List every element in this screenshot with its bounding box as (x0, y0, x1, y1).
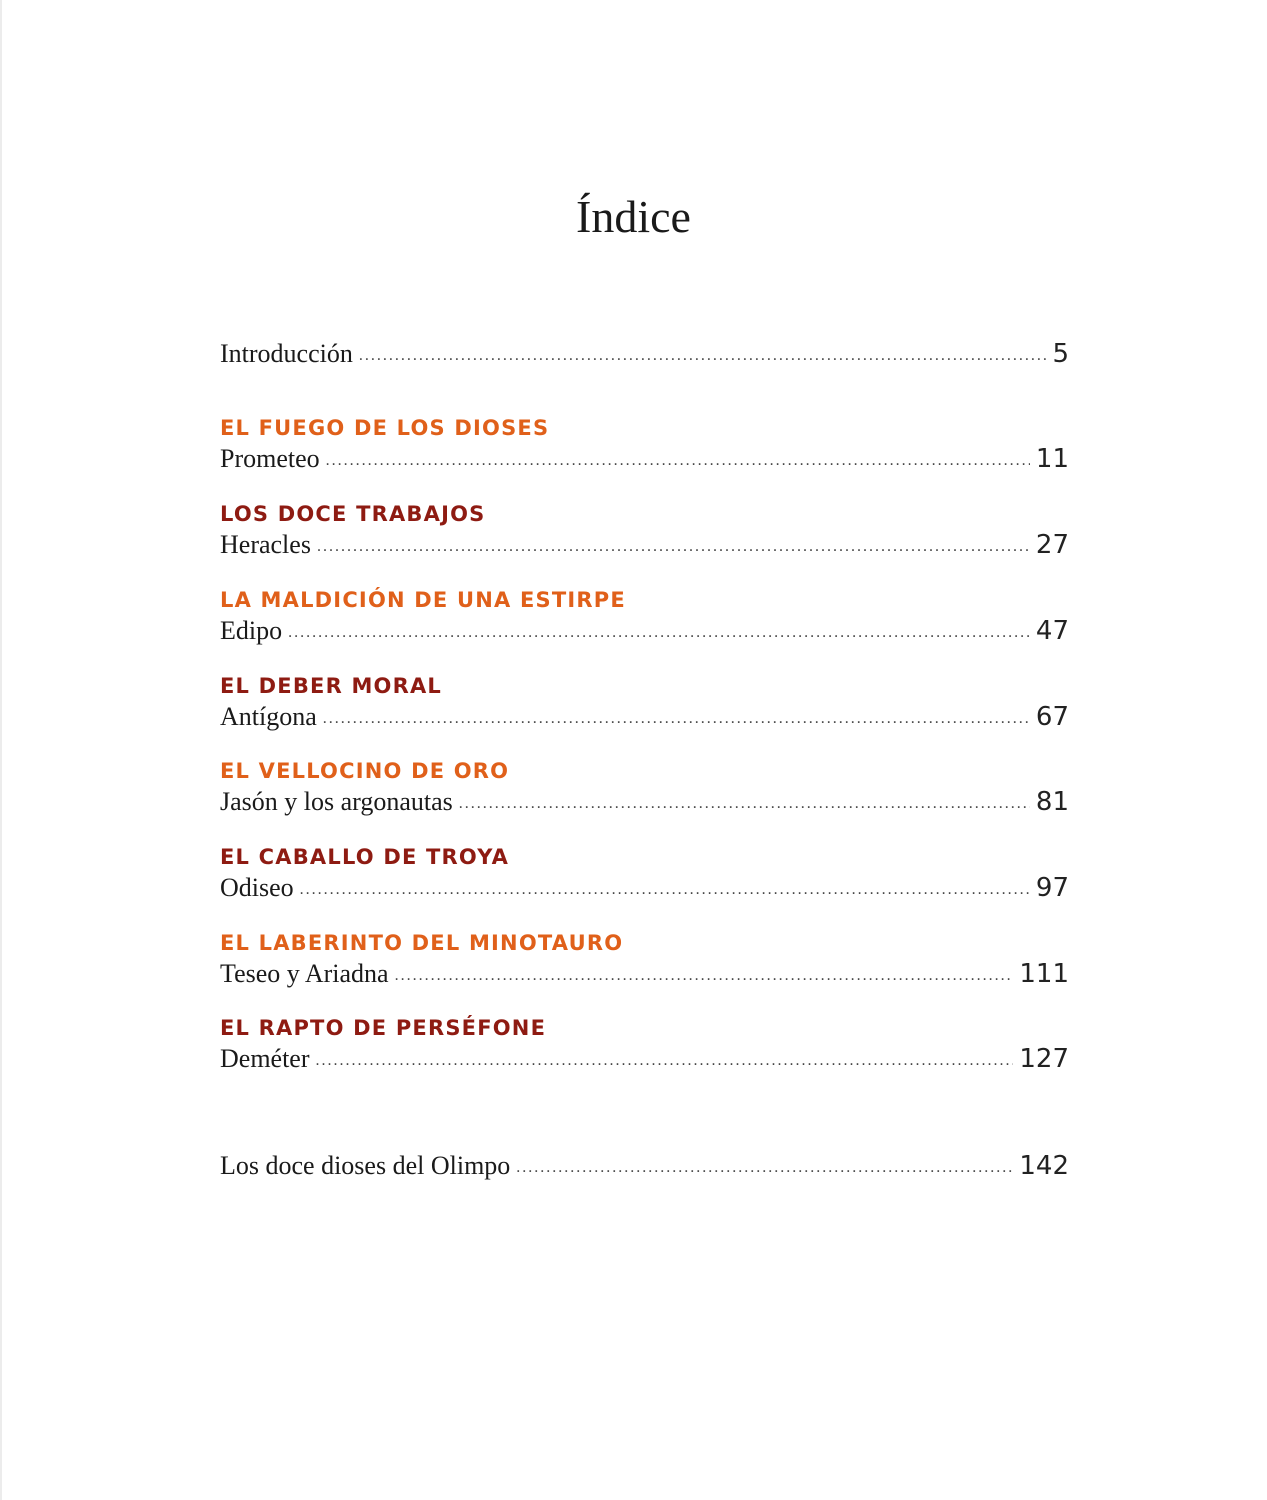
dot-leader (323, 702, 1030, 736)
toc-page-number: 97 (1035, 873, 1069, 903)
section-heading: EL RAPTO DE PERSÉFONE (220, 1016, 547, 1040)
toc-page-number: 47 (1035, 616, 1069, 646)
dot-leader (288, 616, 1030, 650)
toc-entry-label: Jasón y los argonautas (220, 787, 453, 816)
toc-entry-label: Edipo (220, 616, 283, 645)
toc-entry-label: Deméter (220, 1044, 310, 1073)
toc-entry[interactable] (220, 442, 1069, 480)
dot-leader (516, 1151, 1013, 1185)
toc-entry-label: Odiseo (220, 873, 294, 902)
toc-page-number: 5 (1052, 339, 1069, 369)
section-heading: EL LABERINTO DEL MINOTAURO (220, 931, 624, 955)
toc-entry[interactable] (220, 785, 1069, 823)
section-heading: EL VELLOCINO DE ORO (220, 759, 510, 783)
toc-entry[interactable] (220, 528, 1069, 566)
toc-entry-label: Heracles (220, 530, 311, 559)
toc-entry[interactable] (220, 1042, 1069, 1080)
toc-entry[interactable] (220, 957, 1069, 995)
toc-entry-label: Introducción (220, 339, 353, 368)
toc-entry-appendix[interactable] (220, 1149, 1069, 1187)
toc-page-number: 111 (1019, 959, 1069, 989)
toc-entry-introduccion[interactable] (220, 337, 1069, 375)
toc-entry[interactable] (220, 871, 1069, 909)
dot-leader (459, 787, 1030, 821)
dot-leader (317, 530, 1030, 564)
toc-entry[interactable] (220, 700, 1069, 738)
toc-page-number: 67 (1035, 702, 1069, 732)
toc-page-number: 11 (1035, 444, 1069, 474)
dot-leader (316, 1044, 1014, 1078)
dot-leader (395, 959, 1014, 993)
toc-page-number: 81 (1035, 787, 1069, 817)
section-heading: LOS DOCE TRABAJOS (220, 502, 486, 526)
toc-entry-label: Prometeo (220, 444, 320, 473)
section-heading: EL CABALLO DE TROYA (220, 845, 510, 869)
section-heading: EL DEBER MORAL (220, 674, 443, 698)
toc-entry-label: Teseo y Ariadna (220, 959, 389, 988)
toc-entry[interactable] (220, 614, 1069, 652)
section-heading: LA MALDICIÓN DE UNA ESTIRPE (220, 588, 626, 612)
section-heading: EL FUEGO DE LOS DIOSES (220, 416, 550, 440)
toc-entry-label: Los doce dioses del Olimpo (220, 1151, 511, 1180)
dot-leader (359, 339, 1047, 373)
dot-leader (326, 444, 1030, 478)
toc-page-number: 27 (1035, 530, 1069, 560)
toc-page-number: 142 (1019, 1151, 1069, 1181)
page-title: Índice (576, 191, 691, 242)
dot-leader (300, 873, 1030, 907)
toc-entry-label: Antígona (220, 702, 317, 731)
toc-page-number: 127 (1019, 1044, 1069, 1074)
